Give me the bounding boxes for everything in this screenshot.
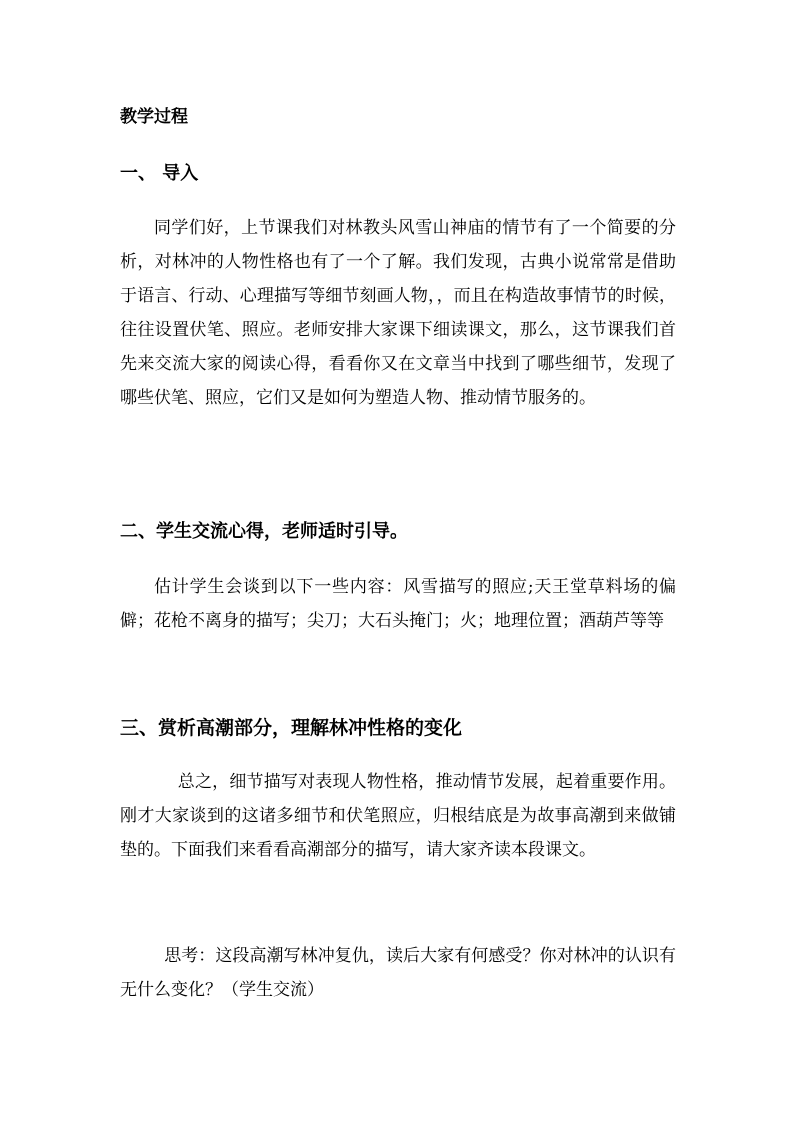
- paragraph-climax-summary: 总之，细节描写对表现人物性格，推动情节发展，起着重要作用。刚才大家谈到的这诸多细节和伏笔照应，归根结底是为故事高潮到来做铺垫的。下面我们来看看高潮部分的描写，请大家齐读本段课文。: [120, 772, 676, 860]
- section-heading-discussion: 二、学生交流心得，老师适时引导。: [120, 521, 408, 542]
- section-heading-intro: 一、 导入: [120, 163, 199, 184]
- paragraph-discussion: 估计学生会谈到以下一些内容：风雪描写的照应;天王堂草料场的偏僻；花枪不离身的描写；尖刀；大石头掩门；火；地理位置；酒葫芦等等: [120, 577, 676, 631]
- document-title: 教学过程: [120, 107, 188, 127]
- paragraph-climax-question: 思考：这段高潮写林冲复仇，读后大家有何感受？你对林冲的认识有无什么变化？（学生交流）: [120, 946, 676, 1000]
- section-heading-climax: 三、赏析高潮部分，理解林冲性格的变化: [120, 717, 463, 739]
- paragraph-intro: 同学们好，上节课我们对林教头风雪山神庙的情节有了一个简要的分析，对林冲的人物性格也有了一个了解。我们发现，古典小说常常是借助于语言、行动、心理描写等细节刻画人物，，而且在构造故事情节的时候，往往设置伏笔、照应。老师安排大家课下细读课文，那么，这节课我们首先来交流大家的阅读心得，看看你又在文章当中找到了哪些细节，发现了哪些伏笔、照应，它们又是如何为塑造人物、推动情节服务的。: [120, 218, 676, 408]
